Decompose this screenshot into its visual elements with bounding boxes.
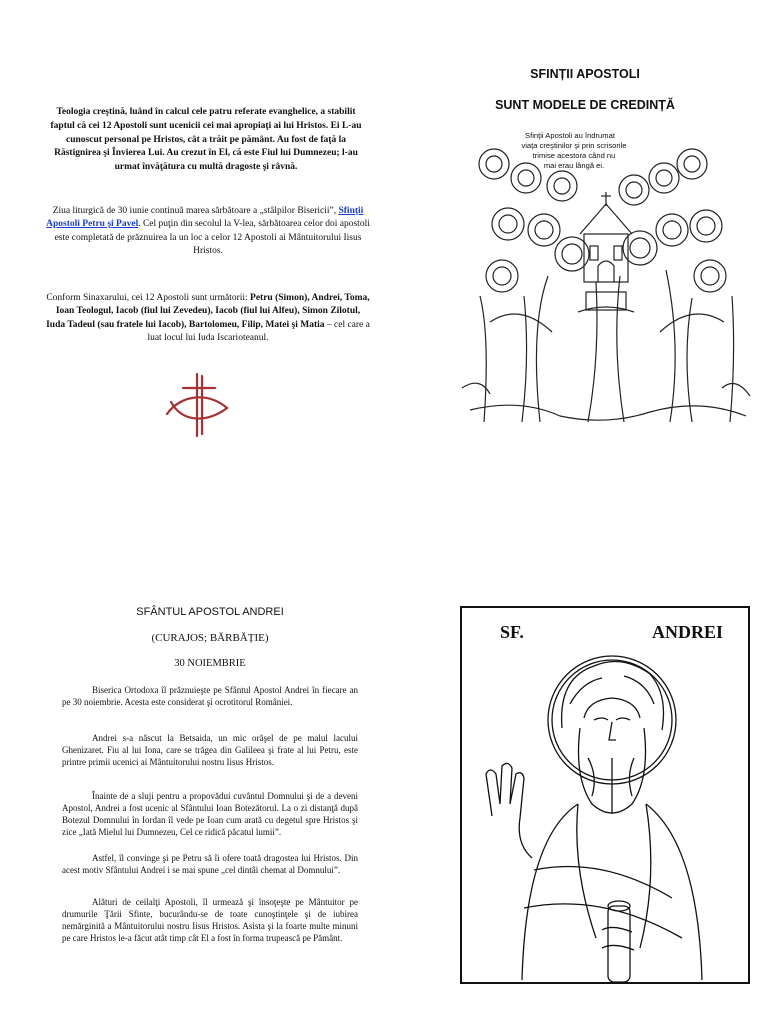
andrei-heading: SFÂNTUL APOSTOL ANDREI: [136, 606, 284, 618]
apostle-names: Petru (Simon), Andrei, Toma, Ioan Teologul, Iacob (fiul lui Zevedeu), Iacob (fiul lui Alfeu), Simon Zilotul, Iuda Tadeul (sau fratele lui Iacob), Bartolomeu, Filip, Matei şi Matia: [46, 293, 370, 330]
feast-text-after: . Cel puţin din secolul la V-lea, sărbătoarea celor doi apostoli este completată de prăznuirea la un loc a celor 12 Apostoli ai Mântuitorului Iisus Hristos.: [54, 219, 370, 256]
andrei-date: 30 NOIEMBRIE: [174, 658, 246, 669]
andrei-virtues: (CURAJOS; BĂRBĂȚIE): [151, 632, 269, 644]
andrei-paragraph-4: Astfel, îl convinge şi pe Petru să îi ofere toată dragostea lui Hristos. Din acest motiv Sfântului Andrei i se mai spune „cel dintâi chemat al Domnului”.: [62, 853, 358, 876]
intro-paragraph: Teologia creştină, luând în calcul cele patru referate evanghelice, a stabilit faptul că cei 12 Apostoli sunt ucenicii cei mai apropiaţi ai lui Hristos. Ei L-au cunoscut personal pe Hristos, cât a trăit pe pământ. Au fost de faţă la Răstignirea şi Învierea Lui. Au crezut în El, că este Fiul lui Dumnezeu; l-au urmat învăţătura cu multă dragoste şi râvnă.: [50, 107, 362, 173]
feast-paragraph: [44, 205, 372, 258]
cross-fish-icon: [163, 370, 235, 442]
apostles-caption-line-2: viaţa creştinilor şi prin scrisorile: [521, 141, 627, 150]
apostles-caption-line-4: mai erau lângă ei.: [543, 161, 605, 170]
twelve-apostles-illustration: [460, 126, 752, 426]
saint-andrei-icon-frame: [460, 606, 750, 984]
synaxarion-paragraph: [46, 292, 370, 345]
feast-text-before: Ziua liturgică de 30 iunie continuă marea sărbătoare a „stâlpilor Bisericii”,: [52, 206, 339, 216]
icon-label-sf: SF.: [500, 622, 524, 642]
apostles-link[interactable]: Sfinţii Apostoli Petru şi Pavel: [46, 206, 364, 230]
andrei-paragraph-2: Andrei s-a născut la Betsaida, un mic orăşel de pe malul lacului Ghenizaret. Fiu al lui Iona, care se trăgea din Galileea şi frate al lui Petru, este printre primii ucenici ai Mântuitorului nostru Iisus Hristos.: [62, 733, 358, 768]
section-title-line-1: SFINȚII APOSTOLI: [530, 67, 640, 81]
icon-label-andrei: ANDREI: [652, 622, 724, 642]
andrei-paragraph-1: Biserica Ortodoxa îl prăznuieşte pe Sfântul Apostol Andrei în fiecare an pe 30 noiembrie. Acesta este considerat şi ocrotitorul României.: [62, 685, 358, 708]
apostles-caption-line-3: trimise acestora când nu: [532, 151, 616, 160]
section-title-line-2: SUNT MODELE DE CREDINȚĂ: [495, 98, 675, 112]
synax-text-after: – cel care a luat locul lui Iuda Iscarioteanul.: [147, 319, 370, 343]
saint-andrei-icon: [462, 608, 748, 982]
andrei-paragraph-3: Înainte de a sluji pentru a propovădui cuvântul Domnului şi de a deveni Apostol, Andrei a fost ucenic al Sfântului Ioan Botezătorul. La o zi distanţă după Botezul Domnului în Iordan îl vede pe Ioan cum arată cu degetul spre Hristos şi zice „Iată Mielul lui Dumnezeu, Cel ce ridică păcatul lumii”.: [62, 791, 358, 838]
apostles-caption-line-1: Sfinţii Apostoli au îndrumat: [525, 131, 615, 140]
synax-text-before: Conform Sinaxarului, cei 12 Apostoli sunt următorii:: [46, 293, 251, 303]
andrei-paragraph-5: Alături de ceilalţi Apostoli, îl urmează şi însoţeşte pe Mântuitor pe drumurile Ţării Sfinte, bucurându-se de toate cunoştinţele şi de iubirea nemărginită a Mântuitorului nostru Iisus Hristos. Asista şi la foarte multe minuni pe care Hristos le-a făcut atât timp cât El a fost în forma trupească pe Pământ.: [62, 897, 358, 944]
